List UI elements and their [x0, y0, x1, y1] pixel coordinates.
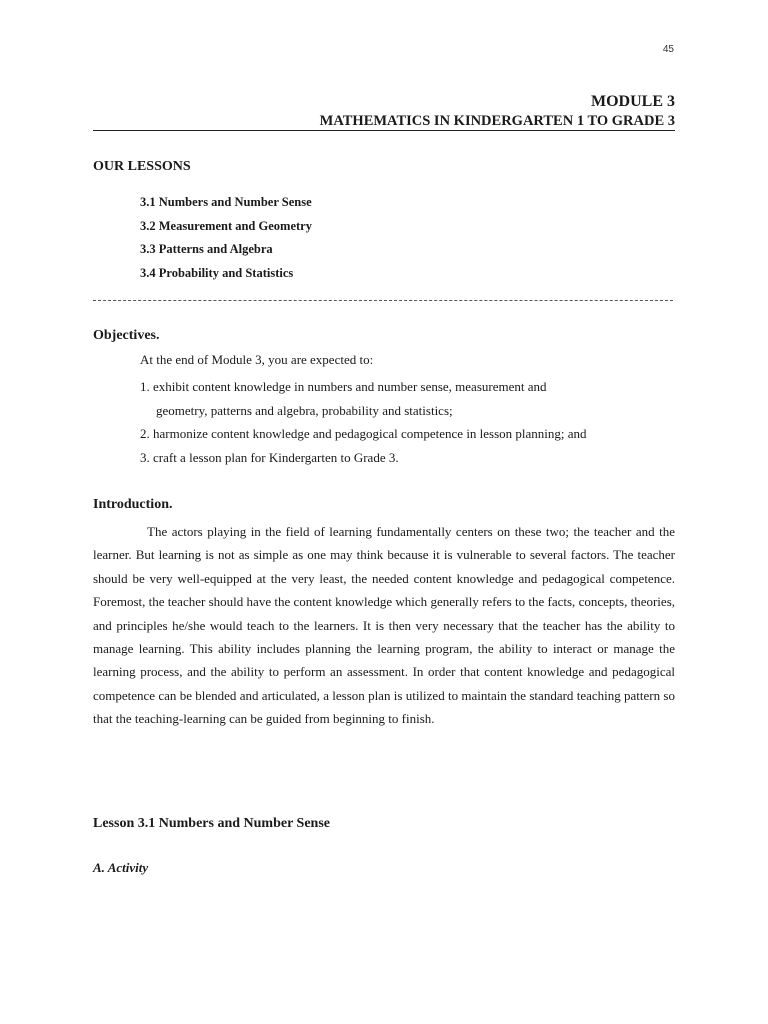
page-number: 45 — [662, 44, 674, 55]
section-divider — [93, 300, 673, 301]
objective-item: 1. exhibit content knowledge in numbers and number sense, measurement and — [140, 379, 547, 394]
header-divider — [93, 130, 675, 131]
objectives-list — [140, 375, 675, 469]
lesson-item: 3.1 Numbers and Number Sense — [140, 195, 312, 209]
objective-item: 2. harmonize content knowledge and pedagogical competence in lesson planning; and — [140, 426, 587, 441]
introduction-paragraph: The actors playing in the field of learning fundamentally centers on these two; the teacher and the learner. But learning is not as simple as one may think because it is vulnerable to several factors. The teacher should be very well-equipped at the very least, the needed content knowledge and pedagogical competence. Foremost, the teacher should have the content knowledge which generally refers to the facts, concepts, theories, and principles he/she would teach to the learners. It is then very necessary that the teacher has the ability to manage learning. This ability includes planning the learning program, the ability to interact or manage the learning process, and the ability to perform an assessment. In order that content knowledge and pedagogical competence can be blended and articulated, a lesson plan is utilized to maintain the standard teaching pattern so that the teaching-learning can be guided from beginning to finish. — [93, 524, 675, 727]
objective-item-continued: geometry, patterns and algebra, probability and statistics; — [156, 402, 453, 418]
objectives-heading: Objectives. — [93, 328, 160, 343]
module-title: MODULE 3 — [591, 93, 675, 110]
lessons-list — [140, 192, 312, 286]
lesson-item: 3.3 Patterns and Algebra — [140, 242, 273, 256]
module-header — [93, 93, 675, 131]
module-subtitle: MATHEMATICS IN KINDERGARTEN 1 TO GRADE 3 — [319, 113, 675, 129]
objectives-intro: At the end of Module 3, you are expected to: — [140, 352, 374, 367]
introduction-heading: Introduction. — [93, 497, 173, 512]
lesson-heading: Lesson 3.1 Numbers and Number Sense — [93, 816, 330, 831]
activity-heading: A. Activity — [93, 860, 149, 875]
objective-item: 3. craft a lesson plan for Kindergarten to Grade 3. — [140, 449, 399, 465]
lesson-item: 3.4 Probability and Statistics — [140, 265, 294, 280]
lessons-heading: OUR LESSONS — [93, 159, 191, 174]
lesson-item: 3.2 Measurement and Geometry — [140, 218, 312, 233]
